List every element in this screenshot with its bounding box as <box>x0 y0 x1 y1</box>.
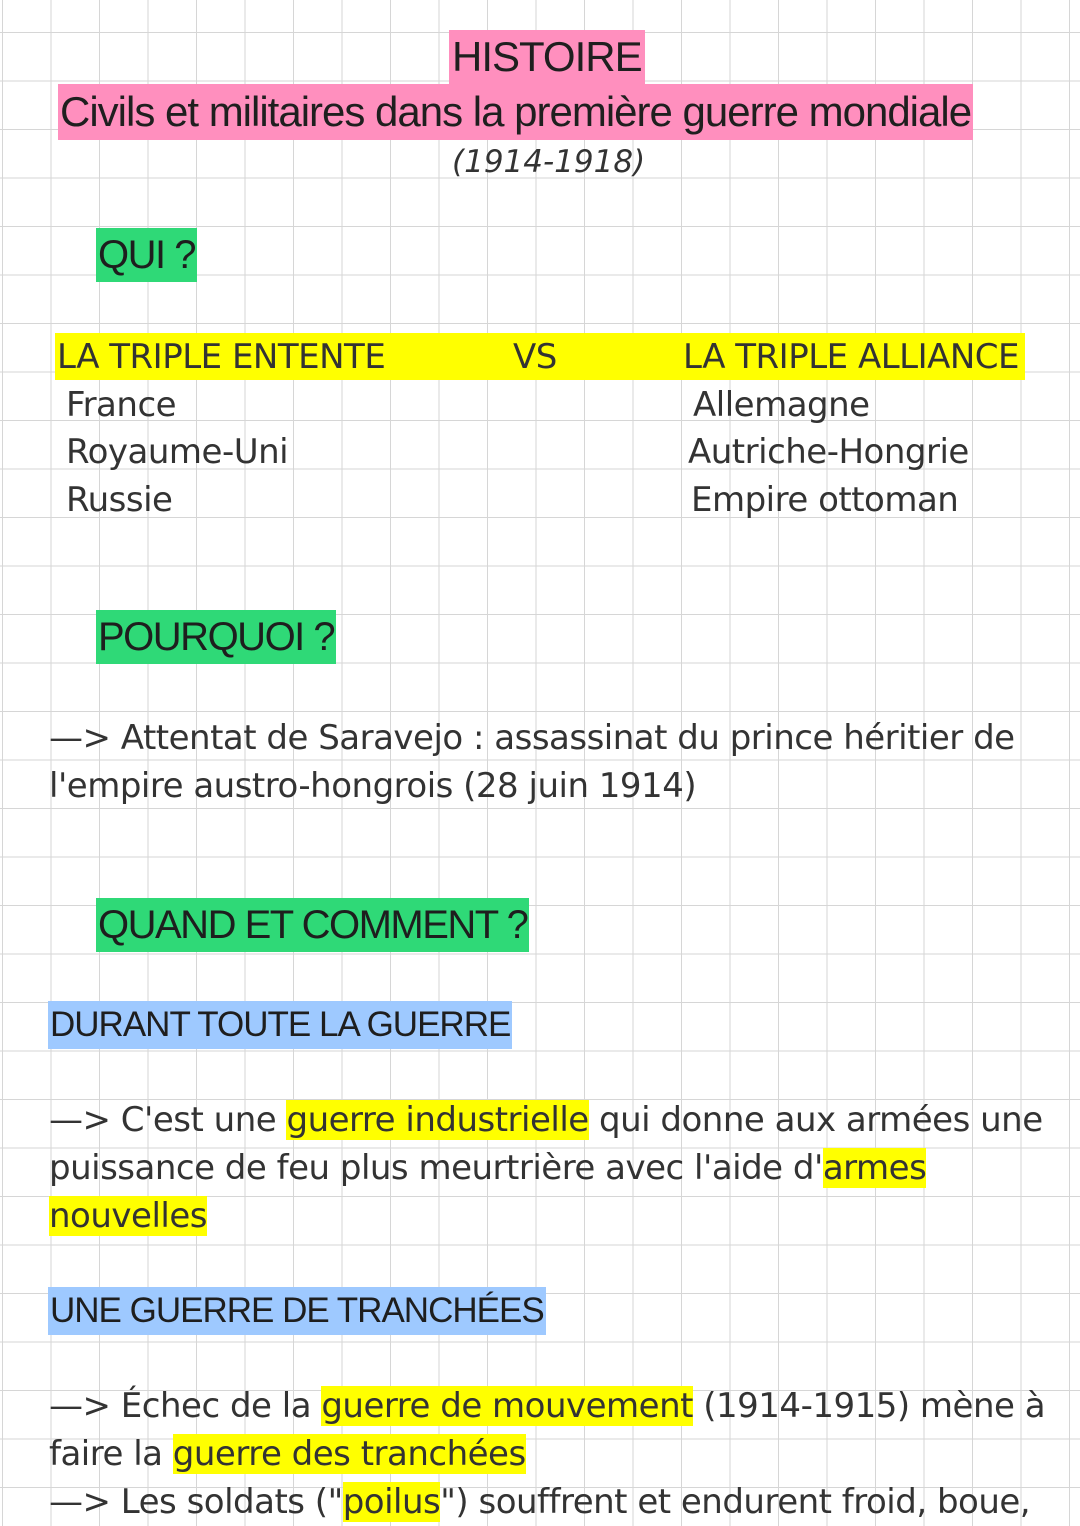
paragraph-line <box>49 1192 1049 1240</box>
alliance-country: Allemagne <box>693 385 870 425</box>
triple-entente-title: LA TRIPLE ENTENTE <box>57 337 386 377</box>
text-run: faire la <box>49 1434 173 1474</box>
highlight-term: guerre des tranchées <box>172 1434 526 1474</box>
paragraph-line: —> Attentat de Saravejo : assassinat du prince héritier de <box>49 718 1015 758</box>
highlight-term: poilus <box>342 1482 441 1522</box>
dates-subtitle: (1914-1918) <box>452 144 646 180</box>
section-heading-quand: QUAND ET COMMENT ? <box>96 898 529 952</box>
section-heading-qui: QUI ? <box>96 228 197 282</box>
section-heading-pourquoi: POURQUOI ? <box>96 610 336 664</box>
durant-paragraph <box>49 1096 1049 1240</box>
highlight-term: guerre de mouvement <box>321 1386 693 1426</box>
paragraph-line <box>49 1382 1049 1430</box>
tranchees-paragraph <box>49 1382 1049 1526</box>
alliance-country: Empire ottoman <box>691 480 959 520</box>
paragraph-line <box>49 1144 1049 1192</box>
highlight-term: armes <box>822 1148 927 1188</box>
subject-title: HISTOIRE <box>449 30 645 84</box>
paragraph-line: l'empire austro-hongrois (28 juin 1914) <box>49 766 697 806</box>
text-run: qui donne aux armées une <box>588 1100 1043 1140</box>
page-title: Civils et militaires dans la première guerre mondiale <box>58 84 973 140</box>
vs-label: VS <box>513 337 557 377</box>
entente-country: Royaume-Uni <box>66 432 289 472</box>
paragraph-line <box>49 1478 1049 1526</box>
text-run: —> Les soldats (" <box>49 1482 343 1522</box>
highlight-term: guerre industrielle <box>286 1100 589 1140</box>
text-run: puissance de feu plus meurtrière avec l'aide d' <box>49 1148 823 1188</box>
paragraph-line <box>49 1096 1049 1144</box>
entente-country: Russie <box>66 480 173 520</box>
triple-alliance-title: LA TRIPLE ALLIANCE <box>683 337 1020 377</box>
pourquoi-paragraph <box>49 714 1049 810</box>
highlight-term: nouvelles <box>49 1196 207 1236</box>
entente-country: France <box>66 385 177 425</box>
text-run: —> Échec de la <box>49 1386 322 1426</box>
alliance-country: Autriche-Hongrie <box>688 432 969 472</box>
subheading-durant: DURANT TOUTE LA GUERRE <box>48 1001 512 1049</box>
text-run: (1914-1915) mène à <box>692 1386 1046 1426</box>
subheading-tranchees: UNE GUERRE DE TRANCHÉES <box>48 1287 546 1335</box>
text-run: ") souffrent et endurent froid, boue, <box>440 1482 1031 1522</box>
paragraph-line <box>49 1430 1049 1478</box>
text-run: —> C'est une <box>49 1100 287 1140</box>
